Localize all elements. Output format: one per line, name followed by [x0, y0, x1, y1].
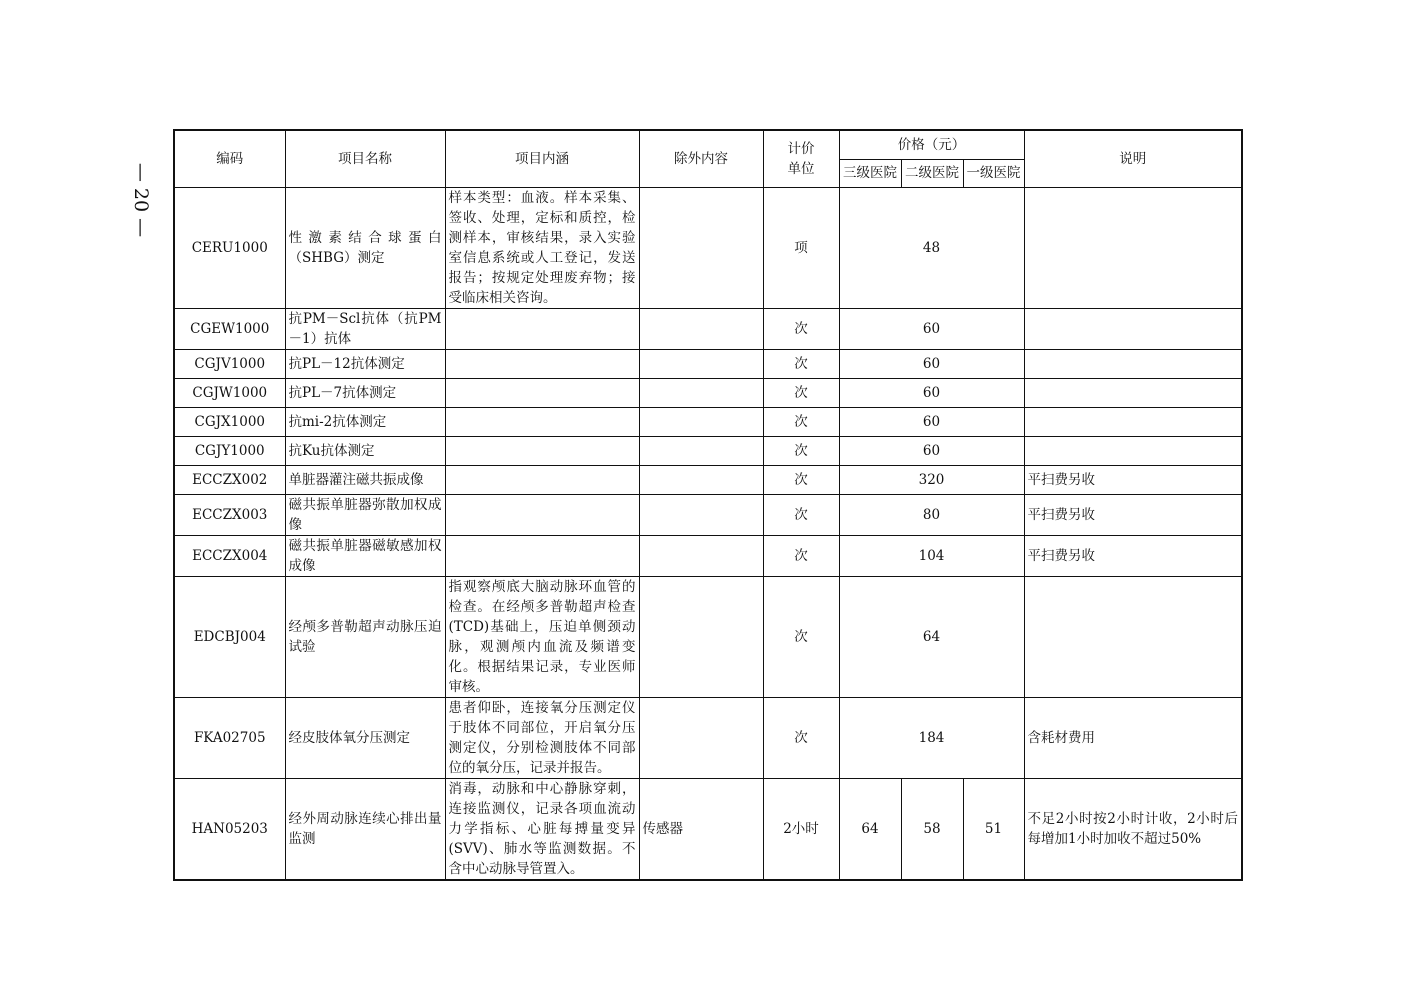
row-price-level2: 58 [901, 778, 963, 880]
row-code: CGJY1000 [174, 436, 285, 465]
row-unit: 次 [763, 465, 839, 494]
header-note: 说明 [1024, 130, 1242, 187]
row-price: 60 [839, 308, 1024, 349]
row-exclusion [639, 465, 763, 494]
row-code: ECCZX004 [174, 535, 285, 576]
row-exclusion [639, 308, 763, 349]
row-price: 104 [839, 535, 1024, 576]
row-price: 64 [839, 576, 1024, 697]
row-note [1024, 349, 1242, 378]
row-name: 单脏器灌注磁共振成像 [285, 465, 445, 494]
row-exclusion [639, 349, 763, 378]
header-level1: 一级医院 [963, 159, 1024, 187]
table-row [174, 407, 1242, 436]
row-content: 样本类型：血液。样本采集、签收、处理，定标和质控，检测样本，审核结果，录入实验室信息系统或人工登记，发送报告；按规定处理废弃物；接受临床相关咨询。 [445, 187, 639, 308]
row-code: CGJX1000 [174, 407, 285, 436]
row-content [445, 407, 639, 436]
row-code: ECCZX002 [174, 465, 285, 494]
table-row [174, 535, 1242, 576]
row-exclusion [639, 576, 763, 697]
row-content [445, 465, 639, 494]
row-price: 60 [839, 407, 1024, 436]
table-row [174, 697, 1242, 778]
row-unit: 次 [763, 308, 839, 349]
row-name: 抗PL－7抗体测定 [285, 378, 445, 407]
row-note: 平扫费另收 [1024, 535, 1242, 576]
row-name: 抗mi-2抗体测定 [285, 407, 445, 436]
row-unit: 项 [763, 187, 839, 308]
table-row [174, 436, 1242, 465]
header-code: 编码 [174, 130, 285, 187]
row-unit: 次 [763, 535, 839, 576]
row-name: 抗PL－12抗体测定 [285, 349, 445, 378]
header-price-group: 价格（元） [839, 130, 1024, 159]
row-content: 指观察颅底大脑动脉环血管的检查。在经颅多普勒超声检查(TCD)基础上，压迫单侧颈动脉，观测颅内血流及频谱变化。根据结果记录，专业医师审核。 [445, 576, 639, 697]
row-code: CGEW1000 [174, 308, 285, 349]
row-content [445, 494, 639, 535]
row-price: 60 [839, 378, 1024, 407]
row-note [1024, 576, 1242, 697]
row-exclusion [639, 378, 763, 407]
row-exclusion [639, 494, 763, 535]
row-name: 经皮肢体氧分压测定 [285, 697, 445, 778]
table-row [174, 187, 1242, 308]
row-price-level1: 51 [963, 778, 1024, 880]
row-note: 不足2小时按2小时计收，2小时后每增加1小时加收不超过50% [1024, 778, 1242, 880]
row-price: 80 [839, 494, 1024, 535]
row-name: 经颅多普勒超声动脉压迫试验 [285, 576, 445, 697]
row-note [1024, 436, 1242, 465]
row-code: HAN05203 [174, 778, 285, 880]
row-unit: 次 [763, 349, 839, 378]
row-name: 抗PM－Scl抗体（抗PM－1）抗体 [285, 308, 445, 349]
row-unit: 次 [763, 407, 839, 436]
table-row [174, 349, 1242, 378]
row-content [445, 378, 639, 407]
row-content: 患者仰卧，连接氧分压测定仪于肢体不同部位，开启氧分压测定仪，分别检测肢体不同部位的氧分压，记录并报告。 [445, 697, 639, 778]
row-content: 消毒，动脉和中心静脉穿刺，连接监测仪，记录各项血流动力学指标、心脏每搏量变异(SVV)、肺水等监测数据。不含中心动脉导管置入。 [445, 778, 639, 880]
row-name: 磁共振单脏器磁敏感加权成像 [285, 535, 445, 576]
page-number: — 20 — [130, 162, 153, 238]
row-name: 性激素结合球蛋白（SHBG）测定 [285, 187, 445, 308]
row-unit: 次 [763, 436, 839, 465]
row-note [1024, 378, 1242, 407]
row-note: 平扫费另收 [1024, 494, 1242, 535]
row-price: 184 [839, 697, 1024, 778]
header-unit: 计价单位 [763, 130, 839, 187]
table-row [174, 308, 1242, 349]
row-code: CGJV1000 [174, 349, 285, 378]
row-exclusion [639, 535, 763, 576]
header-exclusion: 除外内容 [639, 130, 763, 187]
row-unit: 次 [763, 378, 839, 407]
row-note: 平扫费另收 [1024, 465, 1242, 494]
header-content: 项目内涵 [445, 130, 639, 187]
row-content [445, 436, 639, 465]
row-name: 经外周动脉连续心排出量监测 [285, 778, 445, 880]
row-note [1024, 187, 1242, 308]
header-level3: 三级医院 [839, 159, 901, 187]
row-note [1024, 407, 1242, 436]
table-row [174, 378, 1242, 407]
table-row [174, 778, 1242, 880]
row-exclusion [639, 436, 763, 465]
table-row [174, 465, 1242, 494]
row-exclusion [639, 407, 763, 436]
row-name: 抗Ku抗体测定 [285, 436, 445, 465]
row-exclusion [639, 187, 763, 308]
table-row [174, 576, 1242, 697]
row-content [445, 308, 639, 349]
header-level2: 二级医院 [901, 159, 963, 187]
row-unit: 次 [763, 697, 839, 778]
row-code: FKA02705 [174, 697, 285, 778]
row-code: EDCBJ004 [174, 576, 285, 697]
row-unit: 次 [763, 494, 839, 535]
row-price-level3: 64 [839, 778, 901, 880]
row-code: CERU1000 [174, 187, 285, 308]
row-price: 48 [839, 187, 1024, 308]
row-price: 60 [839, 436, 1024, 465]
row-content [445, 349, 639, 378]
row-note: 含耗材费用 [1024, 697, 1242, 778]
row-unit: 次 [763, 576, 839, 697]
header-name: 项目名称 [285, 130, 445, 187]
row-exclusion [639, 697, 763, 778]
row-price: 320 [839, 465, 1024, 494]
price-table [173, 129, 1243, 881]
row-exclusion: 传感器 [639, 778, 763, 880]
row-name: 磁共振单脏器弥散加权成像 [285, 494, 445, 535]
row-code: ECCZX003 [174, 494, 285, 535]
row-note [1024, 308, 1242, 349]
row-price: 60 [839, 349, 1024, 378]
row-code: CGJW1000 [174, 378, 285, 407]
table-row [174, 494, 1242, 535]
row-content [445, 535, 639, 576]
row-unit: 2小时 [763, 778, 839, 880]
